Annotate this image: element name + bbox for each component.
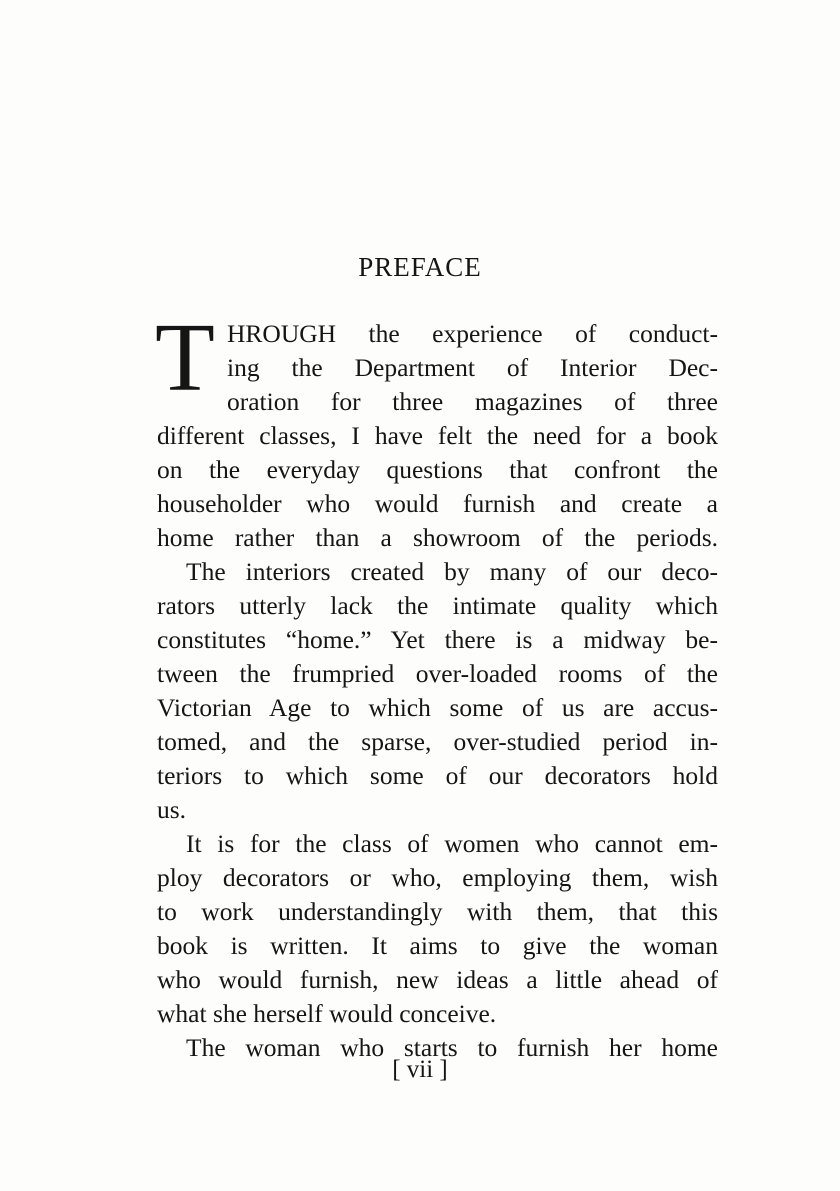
text-line: home rather than a showroom of the periods. — [157, 523, 718, 552]
text-line: oration for three magazines of three — [227, 387, 718, 416]
text-line: It is for the class of women who cannot em- — [186, 829, 718, 858]
text-line: Victorian Age to which some of us are accus- — [157, 693, 718, 722]
text-line: The interiors created by many of our deco- — [186, 557, 718, 586]
text-line: constitutes “home.” Yet there is a midway be- — [157, 625, 718, 654]
page-number: [ vii ] — [392, 1056, 448, 1083]
text-line: to work understandingly with them, that this — [157, 897, 718, 926]
drop-cap-letter: T — [155, 304, 215, 412]
text-line: tween the frumpried over-loaded rooms of the — [157, 659, 718, 688]
text-line: householder who would furnish and create a — [157, 489, 718, 518]
text-line: teriors to which some of our decorators hold — [157, 761, 718, 790]
text-line: book is written. It aims to give the woman — [157, 931, 718, 960]
text-line: what she herself would conceive. — [157, 999, 497, 1028]
text-line: HROUGH the experience of conduct- — [227, 319, 718, 348]
page-title: PREFACE — [358, 252, 482, 282]
text-line: The woman who starts to furnish her home — [186, 1033, 718, 1062]
text-line: ploy decorators or who, employing them, wish — [157, 863, 718, 892]
text-line: ing the Department of Interior Dec- — [227, 353, 718, 382]
text-line: us. — [157, 795, 187, 824]
text-line: different classes, I have felt the need for a book — [157, 421, 718, 450]
text-line: on the everyday questions that confront the — [157, 455, 718, 484]
text-line: who would furnish, new ideas a little ahead of — [157, 965, 718, 994]
text-line: rators utterly lack the intimate quality which — [157, 591, 718, 620]
text-line: tomed, and the sparse, over-studied period in- — [157, 727, 718, 756]
